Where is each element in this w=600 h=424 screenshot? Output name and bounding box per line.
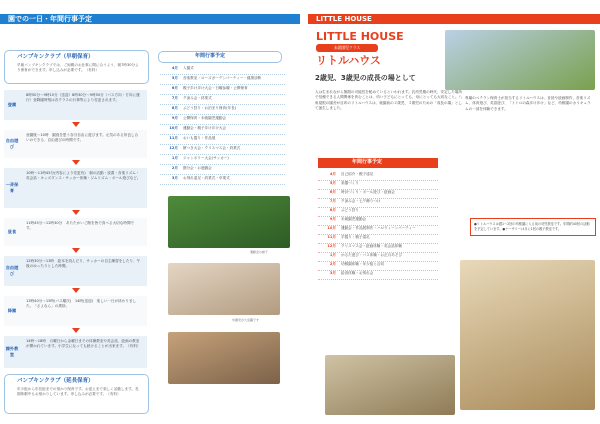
schedule-label: 自由遊び [5, 138, 19, 149]
photo-interior [325, 355, 455, 415]
photo-sports-day [168, 196, 290, 248]
event-row [160, 176, 285, 185]
schedule-row-2 [4, 168, 147, 208]
lh-event-row [318, 271, 438, 280]
schedule-label: 登園 [7, 102, 17, 108]
event-name: ぷどう狩り・お泊まり保育(年長) [183, 106, 237, 110]
little-house-logo-en: LITTLE HOUSE [316, 30, 404, 43]
schedule-row-3 [4, 218, 147, 246]
event-month: 7月 [329, 199, 336, 203]
event-row [160, 76, 285, 85]
schedule-text: 14時〜18時 月曜日から金曜日までの体操教室や英会話、絵画の教室が開かれています。小学生になっても続けることが出来ます。（有料） [26, 339, 141, 348]
event-month: 5月 [329, 181, 336, 185]
event-month: 10月 [327, 226, 336, 230]
schedule-text: 8時50分〜9時10分（送迎）8時30分〜9時50分（バス方向・方向に運行）登降園時刻は各クラスの行事等により変更されます。 [26, 93, 140, 102]
little-house-note: ●リトルハウスは週1〜2回の幼稚園に入る前の幼児教室です。年間約40回の活動を予定しています。●ナーサリーは月に1回の親子教室です。 [470, 218, 596, 236]
photo-caption: 卒園児が大活躍です [232, 318, 260, 322]
event-name: 公開保育・未就園児運動会 [183, 116, 227, 120]
event-month: 5月 [171, 76, 178, 80]
lh-event-row [318, 172, 438, 181]
down-arrow-icon [72, 122, 80, 127]
event-name: 幼稚園体験・年少組と合同 [341, 262, 385, 266]
event-month: 10月 [169, 126, 178, 130]
event-row [160, 86, 285, 95]
event-name: 夕涼み会・終業式 [183, 96, 212, 100]
left-section-header [0, 14, 300, 24]
event-month: 9月 [329, 217, 336, 221]
lh-event-row [318, 253, 438, 262]
event-month: 12月 [169, 146, 178, 150]
event-name: 入園式 [183, 66, 194, 70]
annual-events-title-box [158, 51, 282, 63]
little-house-subtitle: 未就園児クラス [316, 44, 378, 52]
event-row [160, 66, 285, 75]
down-arrow-icon [72, 248, 80, 253]
lh-event-row [318, 244, 438, 253]
lh-event-row [318, 217, 438, 226]
event-month: 11月 [169, 136, 178, 140]
schedule-text: 13時40分〜15時(バス順次) 14時(送迎) 楽しい一日が終わりました。「さよなら」の挨拶。 [26, 299, 137, 308]
evening-club-text: 年少組から年長組までの預かり保育です。お迎えまで楽しく活動します。長期休暇中もお預かりしています。申し込みが必要です。（有料） [17, 387, 139, 396]
event-name: 芋掘り・親子遠足 [341, 235, 370, 239]
event-name: ぷどう狩り [341, 208, 359, 212]
morning-club-text: 早朝バンブキンクラブでは、ご両親のお仕事に間に合うよう、朝7時30分より保育ができます。申し込みが必要です。（有料） [17, 63, 139, 72]
event-name: 時計づくり・ボール遊び・絵画会 [341, 190, 395, 194]
right-section-header [308, 14, 600, 24]
event-month: 9月 [171, 116, 178, 120]
event-name: クリスマス会・絵画体験・英会話体験 [341, 244, 402, 248]
lh-event-row [318, 235, 438, 244]
lh-event-row [318, 190, 438, 199]
little-house-body: 人は生まれながら無限の可能性を秘めているといわれます。乳幼児期の時代、安定した場所で信頼できる人間関係を育むことは、幼い子どもにとっても、母にとっても大切なこと。八角屋根の園舎が目印のリトルハウスは、就園前の２歳児、３歳児のための「成長の場」として誕生しました。 [315, 90, 463, 111]
event-month: 2月 [171, 166, 178, 170]
photo-hall [460, 260, 595, 410]
lh-event-row [318, 181, 438, 190]
event-month: 2月 [329, 262, 336, 266]
event-row [160, 166, 285, 175]
little-house-events-title-box [318, 158, 438, 168]
event-name: 運動会・親子歩け歩け大会 [183, 126, 227, 130]
schedule-row-0 [4, 90, 147, 120]
event-name: 節分会・お遊戯会 [183, 166, 212, 170]
little-house-events-title: 年間行事予定 [352, 159, 383, 165]
morning-club-card [4, 50, 149, 84]
schedule-row-4 [4, 256, 147, 286]
event-row [160, 156, 285, 165]
event-name: 給食体験・お別れ会 [341, 271, 374, 275]
little-house-heading: 2歳児、3歳児の成長の場として [315, 74, 416, 82]
photo-caption: 運動会の様子 [250, 250, 269, 254]
left-section-title: 園での一日・年間行事予定 [8, 15, 92, 23]
schedule-label: 課外教室 [5, 346, 19, 357]
event-name: お別れ遠足・終業式・卒業式 [183, 176, 230, 180]
annual-events-title: 年間行事予定 [195, 53, 226, 59]
event-month: 12月 [327, 244, 336, 248]
event-month: 7月 [171, 96, 178, 100]
event-month: 6月 [329, 190, 336, 194]
little-house-body-2: 専属のベテラン保育士が担当するリトルハウスは、音読や絵画制作、音楽リズム、体育遊び、英語遊び、「トトロの森歩け歩け」など、幼稚園のカリキュラムの一部を体験できます。 [465, 96, 591, 111]
event-name: 餅つき大会・クリスマス会・終業式 [183, 146, 241, 150]
event-month: 3月 [171, 176, 178, 180]
down-arrow-icon [72, 160, 80, 165]
event-row [160, 106, 285, 115]
lh-event-row [318, 208, 438, 217]
schedule-row-6 [4, 336, 147, 368]
evening-club-card [4, 374, 149, 414]
event-month: 4月 [171, 66, 178, 70]
event-name: ジャンボリー大会(サッカー) [183, 156, 229, 160]
schedule-text: 登園後〜10時 園庭を思う存分自由に遊びます。元気のある仲良し合いのできる、自由遊びの時間です。 [26, 133, 139, 142]
event-name: おいも掘り・作品展 [183, 136, 216, 140]
event-name: 楽器づくり [341, 181, 359, 185]
event-month: 6月 [171, 86, 178, 90]
event-row [160, 96, 285, 105]
evening-club-title: バンブキンクラブ（延長保育） [17, 378, 94, 384]
event-row [160, 126, 285, 135]
event-name: 自己紹介・親子遠足 [341, 172, 374, 176]
event-row [160, 146, 285, 155]
schedule-text: 12時30分〜13時 絵本を読んだり、サッカーの自主練習をしたり、午後のゆったりとした時間。 [26, 259, 141, 268]
schedule-text: 11時45分〜12時30分 あたたかいご飯を皆で食べる大切な時間です。 [26, 221, 135, 230]
event-name: 運動会・作品展制作・ハロウィーンパーティー [341, 226, 416, 230]
event-month: 4月 [329, 172, 336, 176]
event-month: 3月 [329, 271, 336, 275]
event-name: 夕涼み会・七夕飾りつけ [341, 199, 381, 203]
event-row [160, 136, 285, 145]
event-month: 1月 [329, 253, 336, 257]
event-month: 8月 [171, 106, 178, 110]
schedule-text: 10時〜11時45分(内容により変更有) 朝の活動・読書・音楽リズム・英会話・キッズダンス・サッカー体操・ジムリズム・ボール遊びなど。 [26, 171, 141, 180]
event-row [160, 116, 285, 125]
down-arrow-icon [72, 288, 80, 293]
schedule-row-5 [4, 296, 147, 326]
schedule-label: 自由遊び [5, 265, 19, 276]
event-name: 親子歩け歩け大会・日曜参観・公開保育 [183, 86, 248, 90]
event-name: かるた遊び・バス体験・お正月あそび [341, 253, 403, 257]
event-month: 11月 [327, 235, 336, 239]
photo-classroom [168, 263, 280, 315]
right-section-title: LITTLE HOUSE [316, 15, 372, 23]
schedule-label: 一斉保育 [5, 182, 19, 193]
lh-event-row [318, 262, 438, 271]
schedule-label: 昼食 [7, 229, 17, 235]
down-arrow-icon [72, 210, 80, 215]
schedule-label: 降園 [7, 308, 17, 314]
down-arrow-icon [72, 328, 80, 333]
schedule-row-1 [4, 130, 147, 158]
event-month: 1月 [171, 156, 178, 160]
photo-event [168, 332, 280, 384]
morning-club-title: バンブキンクラブ（早朝保育） [17, 54, 94, 60]
event-month: 8月 [329, 208, 336, 212]
little-house-logo-ja: リトルハウス [316, 54, 381, 67]
lh-event-row [318, 199, 438, 208]
event-name: 未就園児運動会 [341, 217, 367, 221]
lh-event-row [318, 226, 438, 235]
event-name: 音楽教室・ローズガーデンパーティー・健康診断 [183, 76, 262, 80]
photo-little-house-building [445, 30, 595, 90]
